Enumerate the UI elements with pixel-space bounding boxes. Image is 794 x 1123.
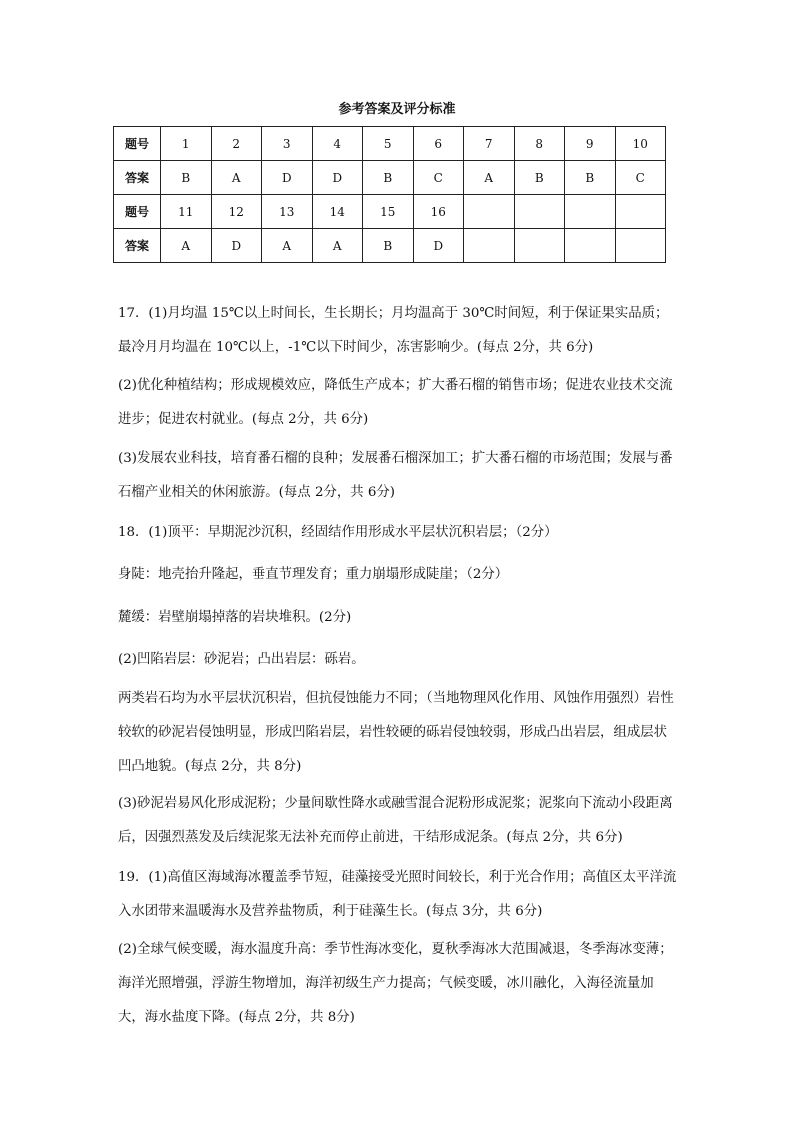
- table-cell: 6: [413, 127, 464, 161]
- table-cell: [565, 195, 616, 229]
- answer-table: [113, 126, 666, 263]
- answer-18-3: (3)砂泥岩易风化形成泥粉；少量间歇性降水或融雪混合泥粉形成泥浆；泥浆向下流动小段距离后，因强烈蒸发及后续泥浆无法补充而停止前进，干结形成泥条。(每点 2分，共 6分): [118, 796, 673, 845]
- table-row: [114, 229, 666, 263]
- table-cell: 2: [211, 127, 262, 161]
- table-cell: 答案: [114, 161, 161, 195]
- answer-17-1: 17．(1)月均温 15℃以上时间长，生长期长；月均温高于 30℃时间短，利于保证果实品质；最冷月月均温在 10℃以上，-1℃以下时间少，冻害影响少。(每点 2分，共 6分): [118, 306, 669, 355]
- table-cell: [514, 195, 565, 229]
- table-cell: 4: [312, 127, 363, 161]
- table-cell: B: [565, 161, 616, 195]
- table-cell: 题号: [114, 127, 161, 161]
- table-cell: 10: [615, 127, 666, 161]
- table-cell: [464, 195, 515, 229]
- table-cell: 9: [565, 127, 616, 161]
- table-cell: B: [161, 161, 212, 195]
- answer-18-1-top: 18．(1)顶平：早期泥沙沉积，经固结作用形成水平层状沉积岩层；（2分）: [118, 525, 558, 540]
- table-cell: [514, 229, 565, 263]
- table-cell: 7: [464, 127, 515, 161]
- table-row: [114, 161, 666, 195]
- page-title: 参考答案及评分标准: [338, 102, 456, 117]
- table-cell: 13: [262, 195, 313, 229]
- table-cell: B: [363, 161, 414, 195]
- table-cell: 8: [514, 127, 565, 161]
- table-cell: 3: [262, 127, 313, 161]
- answer-17-2: (2)优化种植结构；形成规模效应，降低生产成本；扩大番石榴的销售市场；促进农业技术交流进步；促进农村就业。(每点 2分，共 6分): [118, 378, 673, 427]
- table-cell: A: [211, 161, 262, 195]
- table-cell: D: [211, 229, 262, 263]
- answer-18-1-body: 身陡：地壳抬升隆起，垂直节理发育；重力崩塌形成陡崖；（2分）: [118, 567, 509, 582]
- table-row: [114, 195, 666, 229]
- answer-19-1: 19．(1)高值区海域海冰覆盖季节短，硅藻接受光照时间较长，利于光合作用；高值区太平洋流入水团带来温暖海水及营养盐物质，利于硅藻生长。(每点 3分，共 6分): [118, 870, 677, 919]
- table-cell: 5: [363, 127, 414, 161]
- table-cell: A: [312, 229, 363, 263]
- table-cell: A: [464, 161, 515, 195]
- table-cell: 15: [363, 195, 414, 229]
- table-cell: A: [161, 229, 212, 263]
- answer-17-3: (3)发展农业科技，培育番石榴的良种；发展番石榴深加工；扩大番石榴的市场范围；发展与番石榴产业相关的休闲旅游。(每点 2分，共 6分): [118, 451, 673, 500]
- table-cell: D: [413, 229, 464, 263]
- table-cell: [615, 229, 666, 263]
- table-cell: D: [262, 161, 313, 195]
- table-row: [114, 127, 666, 161]
- table-cell: C: [615, 161, 666, 195]
- table-cell: D: [312, 161, 363, 195]
- table-cell: B: [363, 229, 414, 263]
- table-cell: 16: [413, 195, 464, 229]
- table-cell: 12: [211, 195, 262, 229]
- table-cell: 11: [161, 195, 212, 229]
- table-cell: A: [262, 229, 313, 263]
- table-cell: [615, 195, 666, 229]
- answer-18-2-explanation: 两类岩石均为水平层状沉积岩，但抗侵蚀能力不同；（当地物理风化作用、风蚀作用强烈）岩性较软的砂泥岩侵蚀明显，形成凹陷岩层，岩性较硬的砾岩侵蚀较弱，形成凸出岩层，组成层状凹凸地貌。(每点 2分，共 8分): [118, 691, 674, 774]
- table-cell: [565, 229, 616, 263]
- table-cell: 答案: [114, 229, 161, 263]
- table-cell: [464, 229, 515, 263]
- answer-19-2: (2)全球气候变暖，海水温度升高：季节性海冰变化，夏秋季海冰大范围减退，冬季海冰变薄；海洋光照增强，浮游生物增加，海洋初级生产力提高；气候变暖，冰川融化，入海径流量加大，海水盐度下降。(每点 2分，共 8分): [118, 942, 673, 1025]
- table-cell: B: [514, 161, 565, 195]
- answer-18-2: (2)凹陷岩层：砂泥岩；凸出岩层：砾岩。: [118, 652, 365, 667]
- table-cell: C: [413, 161, 464, 195]
- table-cell: 14: [312, 195, 363, 229]
- table-cell: 1: [161, 127, 212, 161]
- answer-18-1-foot: 麓缓：岩壁崩塌掉落的岩块堆积。(2分): [118, 610, 352, 625]
- table-cell: 题号: [114, 195, 161, 229]
